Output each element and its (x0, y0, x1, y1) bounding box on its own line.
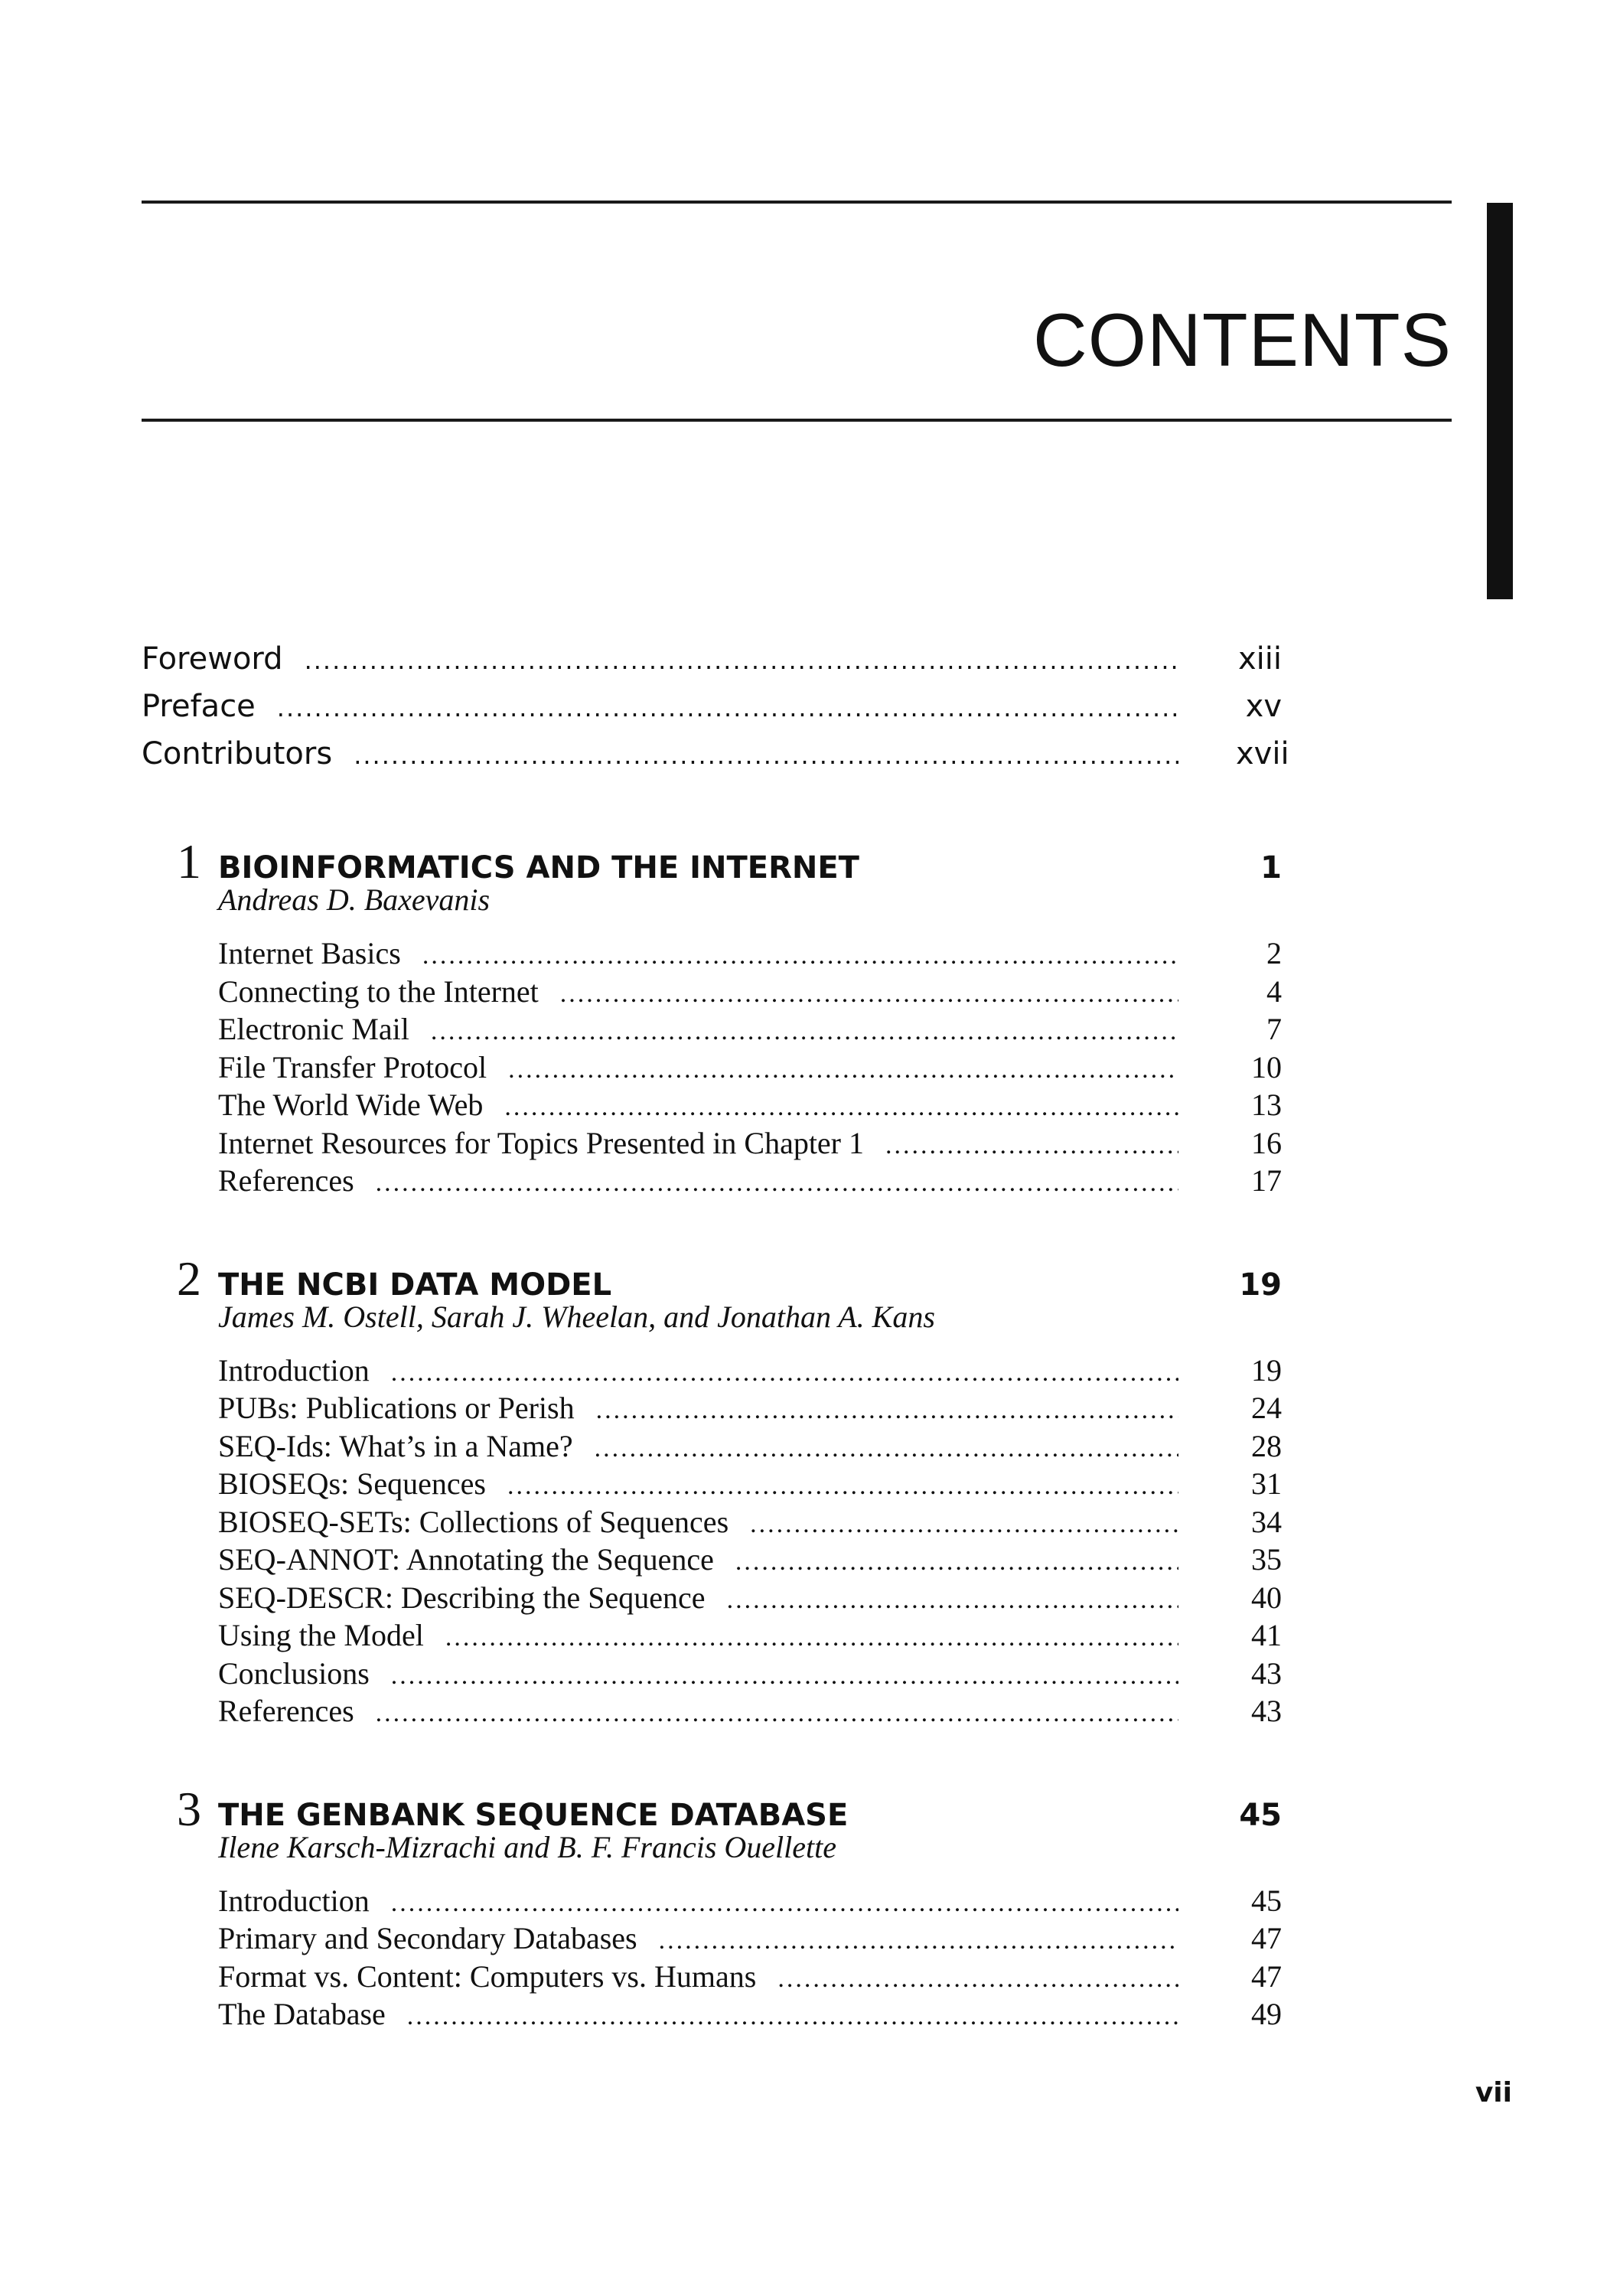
dot-leader (391, 1662, 1178, 1691)
chapter-1 (142, 834, 1282, 1201)
section-list (218, 935, 1282, 1201)
front-matter-item (142, 689, 1282, 736)
section-label: Format vs. Content: Computers vs. Humans (218, 1958, 757, 1994)
chapter-3 (142, 1781, 1282, 2034)
dot-leader (560, 980, 1178, 1009)
front-matter-label: Foreword (142, 641, 283, 677)
section-label: Internet Basics (218, 936, 401, 970)
chapter-authors: James M. Ostell, Sarah J. Wheelan, and Jonathan A. Kans (218, 1299, 935, 1334)
chapter-2 (142, 1251, 1282, 1731)
dot-leader (750, 1510, 1178, 1539)
chapter-page: 19 (1239, 1267, 1282, 1303)
section-page: 47 (1251, 1958, 1282, 1994)
front-matter-item (142, 641, 1282, 689)
dot-leader (727, 1586, 1178, 1615)
section-list (218, 1883, 1282, 2034)
section-label: References (218, 1694, 354, 1728)
section-page: 19 (1251, 1352, 1282, 1388)
section-page: 43 (1251, 1655, 1282, 1691)
section-label: BIOSEQ-SETs: Collections of Sequences (218, 1504, 729, 1539)
dot-leader (391, 1889, 1178, 1918)
chapter-page: 1 (1260, 850, 1282, 885)
chapter-page: 45 (1239, 1797, 1282, 1833)
dot-leader (391, 1358, 1178, 1388)
section-entry (218, 1655, 1282, 1694)
dot-leader (407, 2002, 1178, 2031)
page-title: CONTENTS (1033, 298, 1452, 382)
chapter-heading (142, 834, 1282, 889)
dot-leader (508, 1055, 1178, 1084)
section-label: The World Wide Web (218, 1088, 484, 1122)
section-entry (218, 1541, 1282, 1580)
section-page: 45 (1251, 1883, 1282, 1918)
section-entry (218, 1049, 1282, 1088)
chapter-heading (142, 1781, 1282, 1836)
section-page: 35 (1251, 1542, 1282, 1577)
top-rule (142, 201, 1452, 204)
section-page: 28 (1251, 1428, 1282, 1463)
section-label: Primary and Secondary Databases (218, 1921, 637, 1955)
section-entry (218, 1580, 1282, 1618)
chapter-number: 3 (177, 1781, 201, 1836)
section-label: The Database (218, 1997, 386, 2031)
section-entry (218, 1011, 1282, 1049)
section-entry (218, 1352, 1282, 1391)
section-entry (218, 1428, 1282, 1466)
section-entry (218, 974, 1282, 1012)
section-label: PUBs: Publications or Perish (218, 1391, 575, 1425)
dot-leader (659, 1926, 1178, 1955)
page-number: vii (1475, 2077, 1512, 2108)
section-entry (218, 1883, 1282, 1921)
section-page: 24 (1251, 1391, 1282, 1425)
chapter-title: THE GENBANK SEQUENCE DATABASE (218, 1797, 849, 1833)
section-label: Using the Model (218, 1618, 424, 1652)
section-page: 7 (1266, 1012, 1282, 1046)
section-entry (218, 1163, 1282, 1201)
bottom-rule (142, 419, 1452, 422)
thumb-tab-marker (1487, 203, 1513, 599)
section-entry (218, 1087, 1282, 1125)
section-label: Internet Resources for Topics Presented in Chapter 1 (218, 1125, 865, 1160)
section-page: 2 (1266, 936, 1282, 970)
chapter-title: THE NCBI DATA MODEL (218, 1267, 612, 1303)
front-matter-page: xv (1245, 689, 1282, 724)
dot-leader (885, 1131, 1178, 1160)
section-label: BIOSEQs: Sequences (218, 1466, 486, 1501)
section-entry (218, 1466, 1282, 1504)
dot-leader (507, 1472, 1178, 1501)
section-label: Introduction (218, 1352, 370, 1388)
dot-leader (431, 1017, 1178, 1046)
section-entry (218, 1125, 1282, 1163)
section-label: Electronic Mail (218, 1012, 409, 1046)
dot-leader (445, 1623, 1178, 1652)
section-entry (218, 935, 1282, 974)
section-entry (218, 1617, 1282, 1655)
section-page: 31 (1251, 1466, 1282, 1501)
section-entry (218, 1920, 1282, 1958)
chapter-number: 1 (177, 834, 201, 889)
dot-leader (277, 693, 1178, 722)
dot-leader (305, 646, 1178, 675)
dot-leader (422, 941, 1178, 970)
section-page: 10 (1251, 1049, 1282, 1084)
front-matter-page: xvii (1236, 736, 1289, 771)
section-label: SEQ-Ids: What’s in a Name? (218, 1428, 573, 1463)
front-matter-item (142, 736, 1289, 784)
dot-leader (777, 1965, 1178, 1994)
dot-leader (596, 1396, 1178, 1425)
section-label: Connecting to the Internet (218, 974, 539, 1009)
section-entry (218, 1390, 1282, 1428)
section-entry (218, 1996, 1282, 2034)
dot-leader (735, 1548, 1178, 1577)
section-page: 13 (1251, 1088, 1282, 1122)
section-label: Introduction (218, 1883, 370, 1918)
section-label: SEQ-DESCR: Describing the Sequence (218, 1580, 706, 1615)
table-of-contents (142, 641, 1289, 2034)
front-matter-page: xiii (1237, 641, 1282, 677)
section-page: 34 (1251, 1504, 1282, 1539)
section-page: 16 (1251, 1125, 1282, 1160)
section-entry (218, 1693, 1282, 1731)
front-matter-label: Contributors (142, 736, 333, 771)
dot-leader (595, 1434, 1178, 1463)
dot-leader (504, 1093, 1178, 1122)
section-entry (218, 1504, 1282, 1542)
dot-leader (376, 1169, 1178, 1198)
section-page: 43 (1251, 1694, 1282, 1728)
section-page: 40 (1251, 1580, 1282, 1615)
section-label: Conclusions (218, 1655, 370, 1691)
chapter-heading (142, 1251, 1282, 1306)
dot-leader (376, 1699, 1178, 1728)
section-label: References (218, 1163, 354, 1198)
section-page: 47 (1251, 1921, 1282, 1955)
chapter-authors: Ilene Karsch-Mizrachi and B. F. Francis Ouellette (218, 1829, 837, 1864)
section-entry (218, 1958, 1282, 1997)
chapter-authors: Andreas D. Baxevanis (218, 882, 491, 917)
section-list (218, 1352, 1282, 1731)
section-page: 4 (1266, 974, 1282, 1009)
front-matter-label: Preface (142, 689, 256, 724)
section-page: 41 (1251, 1618, 1282, 1652)
front-matter-list (142, 641, 1289, 784)
section-label: File Transfer Protocol (218, 1049, 487, 1084)
chapter-title: BIOINFORMATICS AND THE INTERNET (218, 850, 859, 885)
chapter-number: 2 (177, 1251, 201, 1306)
section-page: 17 (1251, 1163, 1282, 1198)
section-label: SEQ-ANNOT: Annotating the Sequence (218, 1542, 714, 1577)
section-page: 49 (1251, 1997, 1282, 2031)
dot-leader (354, 741, 1178, 770)
